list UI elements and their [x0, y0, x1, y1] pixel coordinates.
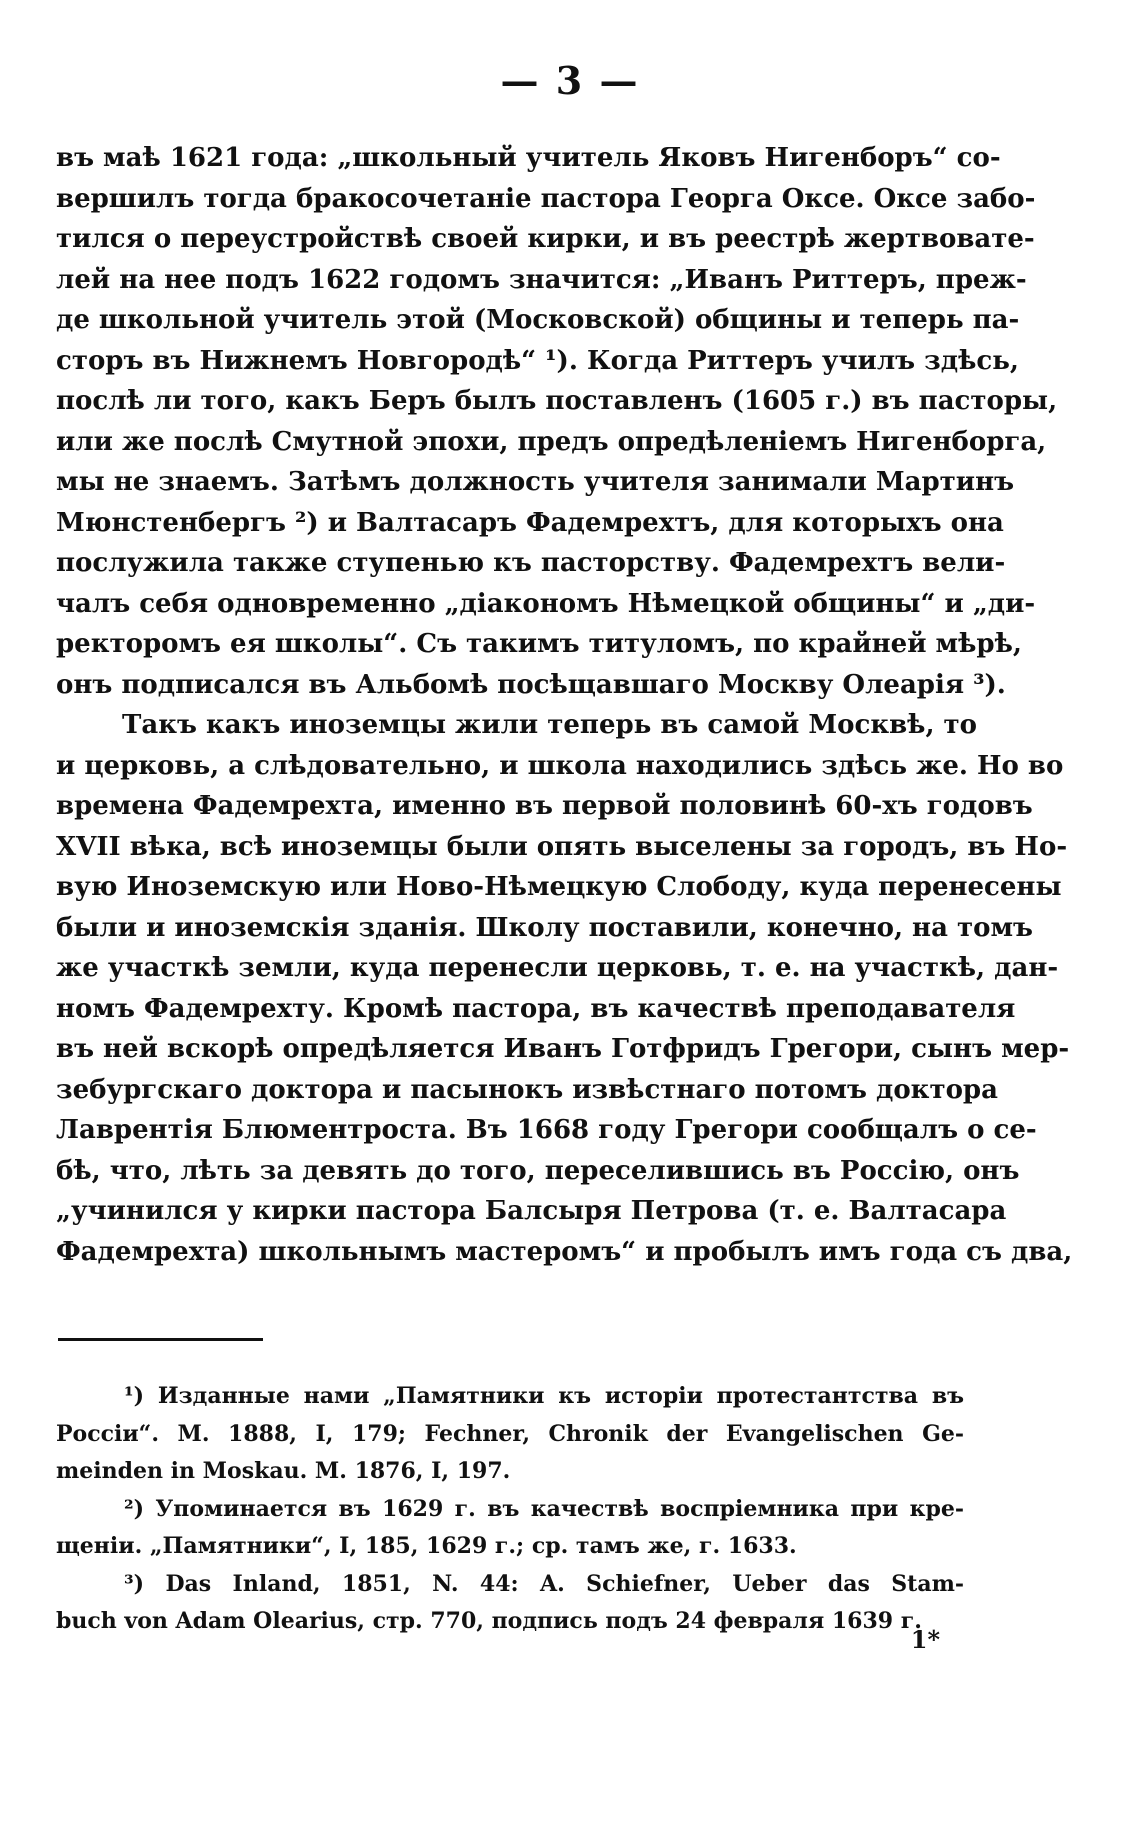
footnote-line: Россіи“. М. 1888, I, 179; Fechner, Chronik der Evangelischen Ge-: [56, 1420, 964, 1447]
body-line: времена Фадемрехта, именно въ первой половинѣ 60-хъ годовъ: [56, 791, 1033, 821]
body-line: же участкѣ земли, куда перенесли церковь, т. е. на участкѣ, дан-: [56, 953, 1059, 983]
body-line: зебургскаго доктора и пасынокъ извѣстнаго потомъ доктора: [56, 1074, 998, 1105]
footnote-line: щеніи. „Памятники“, I, 185, 1629 г.; ср. тамъ же, г. 1633.: [56, 1533, 797, 1559]
body-line: лей на нее подъ 1622 годомъ значится: „Иванъ Риттеръ, преж-: [56, 264, 1027, 295]
body-line: номъ Фадемрехту. Кромѣ пастора, въ качествѣ преподавателя: [56, 993, 1016, 1024]
footnote-3: [56, 1566, 964, 1641]
body-line: послужила также ступенью къ пасторству. Фадемрехтъ вели-: [56, 548, 1006, 578]
body-line: ректоромъ ея школы“. Съ такимъ титуломъ, по крайней мѣрѣ,: [56, 629, 1022, 659]
body-line: послѣ ли того, какъ Беръ былъ поставленъ (1605 г.) въ пасторы,: [56, 386, 1058, 416]
body-line: мы не знаемъ. Затѣмъ должность учителя занимали Мартинъ: [56, 467, 1015, 497]
body-line: въ маѣ 1621 года: „школьный учитель Яковъ Нигенборъ“ со-: [56, 143, 1001, 173]
body-line: были и иноземскія зданія. Школу поставили, конечно, на томъ: [56, 912, 1033, 943]
body-line: XVII вѣка, всѣ иноземцы были опять выселены за городъ, въ Но-: [56, 831, 1068, 862]
page-number: — 3 —: [500, 58, 640, 103]
body-line: или же послѣ Смутной эпохи, предъ опредѣленіемъ Нигенборга,: [56, 426, 1047, 457]
footnote-divider: [58, 1338, 263, 1341]
body-line: и церковь, а слѣдовательно, и школа находились здѣсь же. Но во: [56, 750, 1064, 781]
body-text: [56, 138, 1073, 1272]
body-line: чалъ себя одновременно „діакономъ Нѣмецкой общины“ и „ди-: [56, 588, 1036, 619]
body-line: Фадемрехта) школьнымъ мастеромъ“ и пробылъ имъ года съ два,: [56, 1236, 1073, 1267]
body-line: тился о переустройствѣ своей кирки, и въ реестрѣ жертвовате-: [56, 224, 1035, 254]
body-line: Мюнстенбергъ ²) и Валтасаръ Фадемрехтъ, для которыхъ она: [56, 507, 1004, 538]
body-line: бѣ, что, лѣть за девять до того, переселившись въ Россію, онъ: [56, 1155, 1020, 1186]
footnote-line: ²) Упоминается въ 1629 г. въ качествѣ воспріемника при кре-: [124, 1495, 964, 1522]
body-line: де школьной учитель этой (Московской) общины и теперь па-: [56, 305, 1020, 335]
body-line: онъ подписался въ Альбомѣ посѣщавшаго Москву Олеарія ³).: [56, 669, 1006, 700]
footnote-1: [56, 1378, 964, 1491]
body-line: вую Иноземскую или Ново-Нѣмецкую Слободу, куда перенесены: [56, 872, 1062, 902]
body-line: Такъ какъ иноземцы жили теперь въ самой Москвѣ, то: [122, 710, 978, 740]
body-line: вершилъ тогда бракосочетаніе пастора Георга Оксе. Оксе забо-: [56, 183, 1036, 214]
body-line: въ ней вскорѣ опредѣляется Иванъ Готфридъ Грегори, сынъ мер-: [56, 1034, 1070, 1064]
body-line: „учинился у кирки пастора Балсыря Петрова (т. е. Валтасара: [56, 1196, 1007, 1226]
footnote-line: buch von Adam Olearius, стр. 770, подпись подъ 24 февраля 1639 г.: [56, 1608, 922, 1634]
footnote-line: ¹) Изданные нами „Памятники къ исторіи протестантства въ: [124, 1383, 964, 1409]
footnote-line: ³) Das Inland, 1851, N. 44: A. Schiefner, Ueber das Stam-: [124, 1570, 964, 1597]
footnote-2: [56, 1491, 964, 1566]
signature-mark: 1*: [910, 1625, 940, 1654]
body-line: Лаврентія Блюментроста. Въ 1668 году Грегори сообщалъ о се-: [56, 1115, 1037, 1145]
footnotes: [56, 1378, 964, 1641]
footnote-line: meinden in Moskau. M. 1876, I, 197.: [56, 1458, 511, 1484]
body-line: сторъ въ Нижнемъ Новгородѣ“ ¹). Когда Риттеръ училъ здѣсь,: [56, 345, 1019, 376]
